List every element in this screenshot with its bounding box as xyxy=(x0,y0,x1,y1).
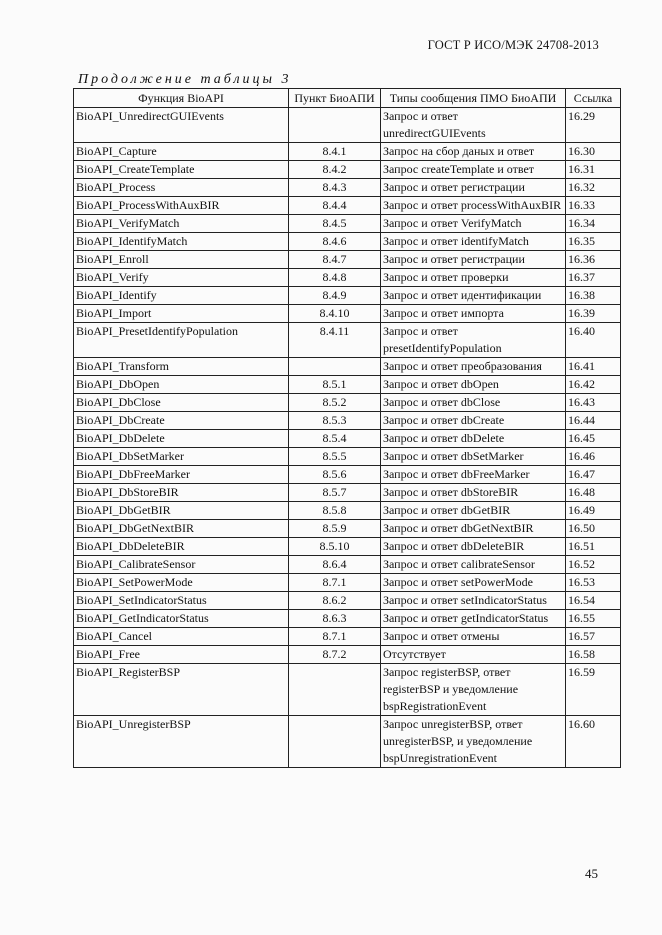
cell-function: BioAPI_SetPowerMode xyxy=(74,574,289,592)
table-row xyxy=(74,520,621,538)
cell-reference: 16.39 xyxy=(566,305,621,323)
cell-clause: 8.7.1 xyxy=(289,628,381,646)
table-row xyxy=(74,574,621,592)
cell-reference: 16.29 xyxy=(566,108,621,143)
table-row xyxy=(74,628,621,646)
cell-message-types: Запрос и ответ отмены xyxy=(381,628,566,646)
table-row xyxy=(74,716,621,768)
cell-function: BioAPI_SetIndicatorStatus xyxy=(74,592,289,610)
cell-reference: 16.51 xyxy=(566,538,621,556)
cell-reference: 16.54 xyxy=(566,592,621,610)
table-row xyxy=(74,251,621,269)
cell-reference: 16.40 xyxy=(566,323,621,358)
cell-function: BioAPI_Enroll xyxy=(74,251,289,269)
cell-clause: 8.5.6 xyxy=(289,466,381,484)
cell-reference: 16.49 xyxy=(566,502,621,520)
cell-function: BioAPI_GetIndicatorStatus xyxy=(74,610,289,628)
cell-function: BioAPI_Free xyxy=(74,646,289,664)
table-row xyxy=(74,484,621,502)
cell-function: BioAPI_VerifyMatch xyxy=(74,215,289,233)
cell-function: BioAPI_UnredirectGUIEvents xyxy=(74,108,289,143)
cell-function: BioAPI_CalibrateSensor xyxy=(74,556,289,574)
cell-message-types: Запрос unregisterBSP, ответ unregisterBSP, и уведомление bspUnregistrationEvent xyxy=(381,716,566,768)
cell-message-types: Запрос и ответ dbDelete xyxy=(381,430,566,448)
table-row xyxy=(74,430,621,448)
cell-message-types: Запрос и ответ presetIdentifyPopulation xyxy=(381,323,566,358)
table-row xyxy=(74,556,621,574)
document-header: ГОСТ Р ИСО/МЭК 24708-2013 xyxy=(427,38,599,52)
cell-function: BioAPI_Process xyxy=(74,179,289,197)
cell-function: BioAPI_DbClose xyxy=(74,394,289,412)
table-row xyxy=(74,646,621,664)
cell-clause: 8.5.3 xyxy=(289,412,381,430)
table-row xyxy=(74,592,621,610)
column-header-function: Функция BioAPI xyxy=(74,89,289,108)
cell-message-types: Запрос и ответ идентификации xyxy=(381,287,566,305)
table-row xyxy=(74,179,621,197)
table-row xyxy=(74,108,621,143)
cell-clause: 8.4.8 xyxy=(289,269,381,287)
cell-clause: 8.4.2 xyxy=(289,161,381,179)
cell-clause: 8.4.10 xyxy=(289,305,381,323)
cell-clause: 8.5.2 xyxy=(289,394,381,412)
cell-clause: 8.4.9 xyxy=(289,287,381,305)
table-row xyxy=(74,305,621,323)
cell-clause: 8.5.1 xyxy=(289,376,381,394)
table-caption: Продолжение таблицы 3 xyxy=(78,72,292,87)
cell-clause: 8.7.2 xyxy=(289,646,381,664)
table-row xyxy=(74,269,621,287)
table-row xyxy=(74,287,621,305)
cell-message-types: Запрос и ответ преобразования xyxy=(381,358,566,376)
cell-message-types: Запрос и ответ unredirectGUIEvents xyxy=(381,108,566,143)
cell-clause: 8.5.4 xyxy=(289,430,381,448)
cell-message-types: Запрос и ответ dbCreate xyxy=(381,412,566,430)
cell-reference: 16.30 xyxy=(566,143,621,161)
cell-clause xyxy=(289,716,381,768)
cell-message-types: Запрос и ответ identifyMatch xyxy=(381,233,566,251)
cell-function: BioAPI_RegisterBSP xyxy=(74,664,289,716)
cell-function: BioAPI_DbDelete xyxy=(74,430,289,448)
cell-reference: 16.31 xyxy=(566,161,621,179)
table-row xyxy=(74,197,621,215)
cell-reference: 16.34 xyxy=(566,215,621,233)
table-row xyxy=(74,323,621,358)
table-body xyxy=(74,108,621,768)
cell-message-types: Запрос и ответ dbGetNextBIR xyxy=(381,520,566,538)
cell-clause: 8.6.3 xyxy=(289,610,381,628)
cell-clause: 8.5.10 xyxy=(289,538,381,556)
table-row xyxy=(74,538,621,556)
cell-reference: 16.48 xyxy=(566,484,621,502)
cell-message-types: Запрос и ответ dbClose xyxy=(381,394,566,412)
table-row xyxy=(74,233,621,251)
cell-reference: 16.32 xyxy=(566,179,621,197)
cell-reference: 16.38 xyxy=(566,287,621,305)
cell-message-types: Запрос и ответ dbStoreBIR xyxy=(381,484,566,502)
cell-function: BioAPI_Cancel xyxy=(74,628,289,646)
cell-message-types: Запрос и ответ VerifyMatch xyxy=(381,215,566,233)
cell-reference: 16.58 xyxy=(566,646,621,664)
cell-clause: 8.4.1 xyxy=(289,143,381,161)
cell-function: BioAPI_IdentifyMatch xyxy=(74,233,289,251)
cell-reference: 16.37 xyxy=(566,269,621,287)
cell-reference: 16.50 xyxy=(566,520,621,538)
cell-function: BioAPI_DbDeleteBIR xyxy=(74,538,289,556)
cell-reference: 16.41 xyxy=(566,358,621,376)
cell-function: BioAPI_Transform xyxy=(74,358,289,376)
cell-reference: 16.33 xyxy=(566,197,621,215)
cell-reference: 16.35 xyxy=(566,233,621,251)
cell-function: BioAPI_UnregisterBSP xyxy=(74,716,289,768)
cell-message-types: Запрос и ответ dbDeleteBIR xyxy=(381,538,566,556)
cell-function: BioAPI_Verify xyxy=(74,269,289,287)
cell-function: BioAPI_Capture xyxy=(74,143,289,161)
cell-clause xyxy=(289,358,381,376)
cell-function: BioAPI_DbFreeMarker xyxy=(74,466,289,484)
cell-function: BioAPI_DbOpen xyxy=(74,376,289,394)
cell-clause: 8.4.3 xyxy=(289,179,381,197)
cell-reference: 16.55 xyxy=(566,610,621,628)
table-row xyxy=(74,502,621,520)
cell-message-types: Запрос и ответ getIndicatorStatus xyxy=(381,610,566,628)
column-header-reference: Ссылка xyxy=(566,89,621,108)
cell-reference: 16.59 xyxy=(566,664,621,716)
cell-clause: 8.6.2 xyxy=(289,592,381,610)
cell-clause xyxy=(289,664,381,716)
table-row xyxy=(74,610,621,628)
cell-function: BioAPI_DbSetMarker xyxy=(74,448,289,466)
cell-clause: 8.4.11 xyxy=(289,323,381,358)
cell-message-types: Запрос и ответ dbGetBIR xyxy=(381,502,566,520)
cell-message-types: Запрос и ответ проверки xyxy=(381,269,566,287)
cell-message-types: Отсутствует xyxy=(381,646,566,664)
cell-clause: 8.4.5 xyxy=(289,215,381,233)
cell-clause: 8.4.4 xyxy=(289,197,381,215)
cell-function: BioAPI_Import xyxy=(74,305,289,323)
cell-reference: 16.47 xyxy=(566,466,621,484)
table-row xyxy=(74,394,621,412)
table-row xyxy=(74,412,621,430)
cell-message-types: Запрос и ответ регистрации xyxy=(381,251,566,269)
cell-function: BioAPI_DbCreate xyxy=(74,412,289,430)
page-number: 45 xyxy=(585,866,598,881)
cell-reference: 16.44 xyxy=(566,412,621,430)
cell-clause: 8.4.6 xyxy=(289,233,381,251)
cell-clause xyxy=(289,108,381,143)
cell-clause: 8.5.5 xyxy=(289,448,381,466)
cell-reference: 16.52 xyxy=(566,556,621,574)
cell-clause: 8.7.1 xyxy=(289,574,381,592)
cell-reference: 16.36 xyxy=(566,251,621,269)
cell-function: BioAPI_Identify xyxy=(74,287,289,305)
table-row xyxy=(74,466,621,484)
cell-message-types: Запрос и ответ импорта xyxy=(381,305,566,323)
cell-function: BioAPI_CreateTemplate xyxy=(74,161,289,179)
cell-function: BioAPI_DbStoreBIR xyxy=(74,484,289,502)
cell-reference: 16.45 xyxy=(566,430,621,448)
cell-function: BioAPI_PresetIdentifyPopulation xyxy=(74,323,289,358)
functions-table xyxy=(73,88,621,768)
cell-clause: 8.4.7 xyxy=(289,251,381,269)
cell-clause: 8.5.9 xyxy=(289,520,381,538)
cell-message-types: Запрос и ответ dbFreeMarker xyxy=(381,466,566,484)
cell-reference: 16.43 xyxy=(566,394,621,412)
cell-clause: 8.5.7 xyxy=(289,484,381,502)
column-header-clause: Пункт БиоАПИ xyxy=(289,89,381,108)
table-header-row xyxy=(74,89,621,108)
cell-message-types: Запрос и ответ processWithAuxBIR xyxy=(381,197,566,215)
table-row xyxy=(74,143,621,161)
cell-message-types: Запрос и ответ dbSetMarker xyxy=(381,448,566,466)
cell-message-types: Запрос и ответ setPowerMode xyxy=(381,574,566,592)
cell-message-types: Запрос на сбор даных и ответ xyxy=(381,143,566,161)
cell-reference: 16.60 xyxy=(566,716,621,768)
table-row xyxy=(74,376,621,394)
cell-reference: 16.53 xyxy=(566,574,621,592)
cell-reference: 16.46 xyxy=(566,448,621,466)
table-row xyxy=(74,664,621,716)
table-row xyxy=(74,161,621,179)
cell-message-types: Запрос createTemplate и ответ xyxy=(381,161,566,179)
cell-function: BioAPI_DbGetNextBIR xyxy=(74,520,289,538)
column-header-message-types: Типы сообщения ПМО БиоАПИ xyxy=(381,89,566,108)
cell-clause: 8.6.4 xyxy=(289,556,381,574)
cell-message-types: Запрос и ответ регистрации xyxy=(381,179,566,197)
cell-message-types: Запрос и ответ calibrateSensor xyxy=(381,556,566,574)
table-row xyxy=(74,215,621,233)
cell-message-types: Запрос и ответ setIndicatorStatus xyxy=(381,592,566,610)
table-row xyxy=(74,358,621,376)
cell-function: BioAPI_ProcessWithAuxBIR xyxy=(74,197,289,215)
cell-reference: 16.57 xyxy=(566,628,621,646)
cell-function: BioAPI_DbGetBIR xyxy=(74,502,289,520)
cell-message-types: Запрос и ответ dbOpen xyxy=(381,376,566,394)
cell-reference: 16.42 xyxy=(566,376,621,394)
cell-message-types: Запрос registerBSP, ответ registerBSP и уведомление bspRegistrationEvent xyxy=(381,664,566,716)
cell-clause: 8.5.8 xyxy=(289,502,381,520)
table-row xyxy=(74,448,621,466)
